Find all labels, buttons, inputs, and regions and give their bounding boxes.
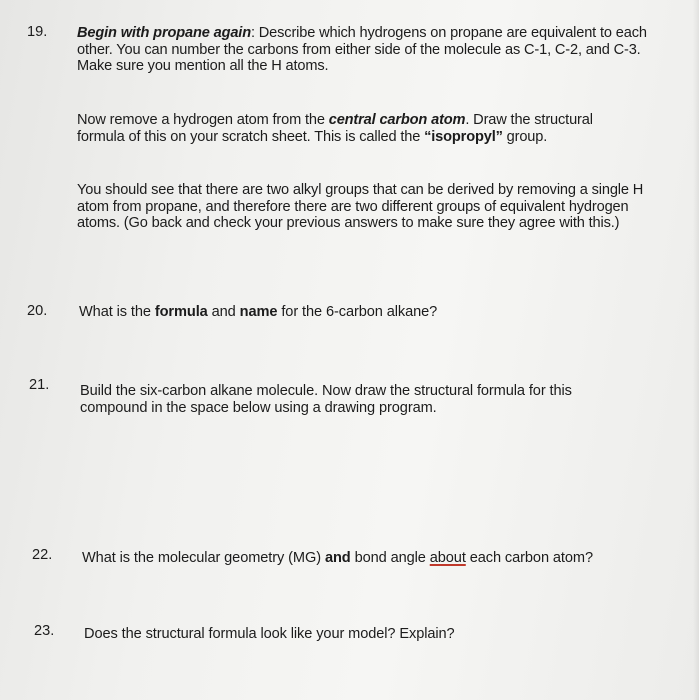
question-20-mid: and xyxy=(207,304,240,320)
question-20-post: for the 6-carbon alkane? xyxy=(277,304,438,320)
alkyl-groups-text: You should see that there are two alkyl groups that can be derived by removing a single H atom from propane, and therefore there are two different groups of equivalent hydrogen atoms. (Go back and check your previous answers to make sure they agree with this.) xyxy=(77,182,644,232)
about-underlined: about xyxy=(429,550,466,566)
question-20-text xyxy=(79,304,437,321)
question-20-number: 20. xyxy=(27,303,48,319)
question-22-mid: bond angle xyxy=(350,550,430,566)
question-21-number: 21. xyxy=(29,377,50,393)
question-19-paragraph-1 xyxy=(77,25,667,75)
isopropyl-text-pre: Now remove a hydrogen atom from the xyxy=(77,112,329,128)
question-19-number: 19. xyxy=(27,24,48,40)
isopropyl-text-post: group. xyxy=(502,128,548,145)
question-20-pre: What is the xyxy=(79,304,155,320)
isopropyl-text-mid: . Draw the structural formula of this on your scratch sheet. This is called the xyxy=(77,112,593,145)
question-19-paragraph-2 xyxy=(77,112,637,145)
question-19-paragraph-3 xyxy=(77,182,667,232)
name-term: name xyxy=(239,304,278,320)
question-22-pre: What is the molecular geometry (MG) xyxy=(82,550,325,566)
isopropyl-term: “isopropyl” xyxy=(424,128,503,145)
question-22-text xyxy=(82,550,593,567)
and-term: and xyxy=(324,550,351,566)
page-edge-shadow xyxy=(693,0,699,700)
question-22-number: 22. xyxy=(32,547,53,563)
question-19-lead: Begin with propane again xyxy=(77,25,251,41)
question-23-number: 23. xyxy=(34,623,55,639)
question-22-post: each carbon atom? xyxy=(465,550,593,566)
question-21-line-1: Build the six-carbon alkane molecule. Now draw the structural formula for this xyxy=(80,383,572,399)
question-19-text: : Describe which hydrogens on propane are equivalent to each other. You can number the carbons from either side of the molecule as C-1, C-2, and C-3. Make sure you mention all the H atoms. xyxy=(77,25,647,75)
question-23-text: Does the structural formula look like your model? Explain? xyxy=(84,626,455,642)
formula-term: formula xyxy=(154,304,208,320)
central-carbon-emphasis: central carbon atom xyxy=(328,112,466,128)
question-21-line-2: compound in the space below using a drawing program. xyxy=(80,400,437,416)
